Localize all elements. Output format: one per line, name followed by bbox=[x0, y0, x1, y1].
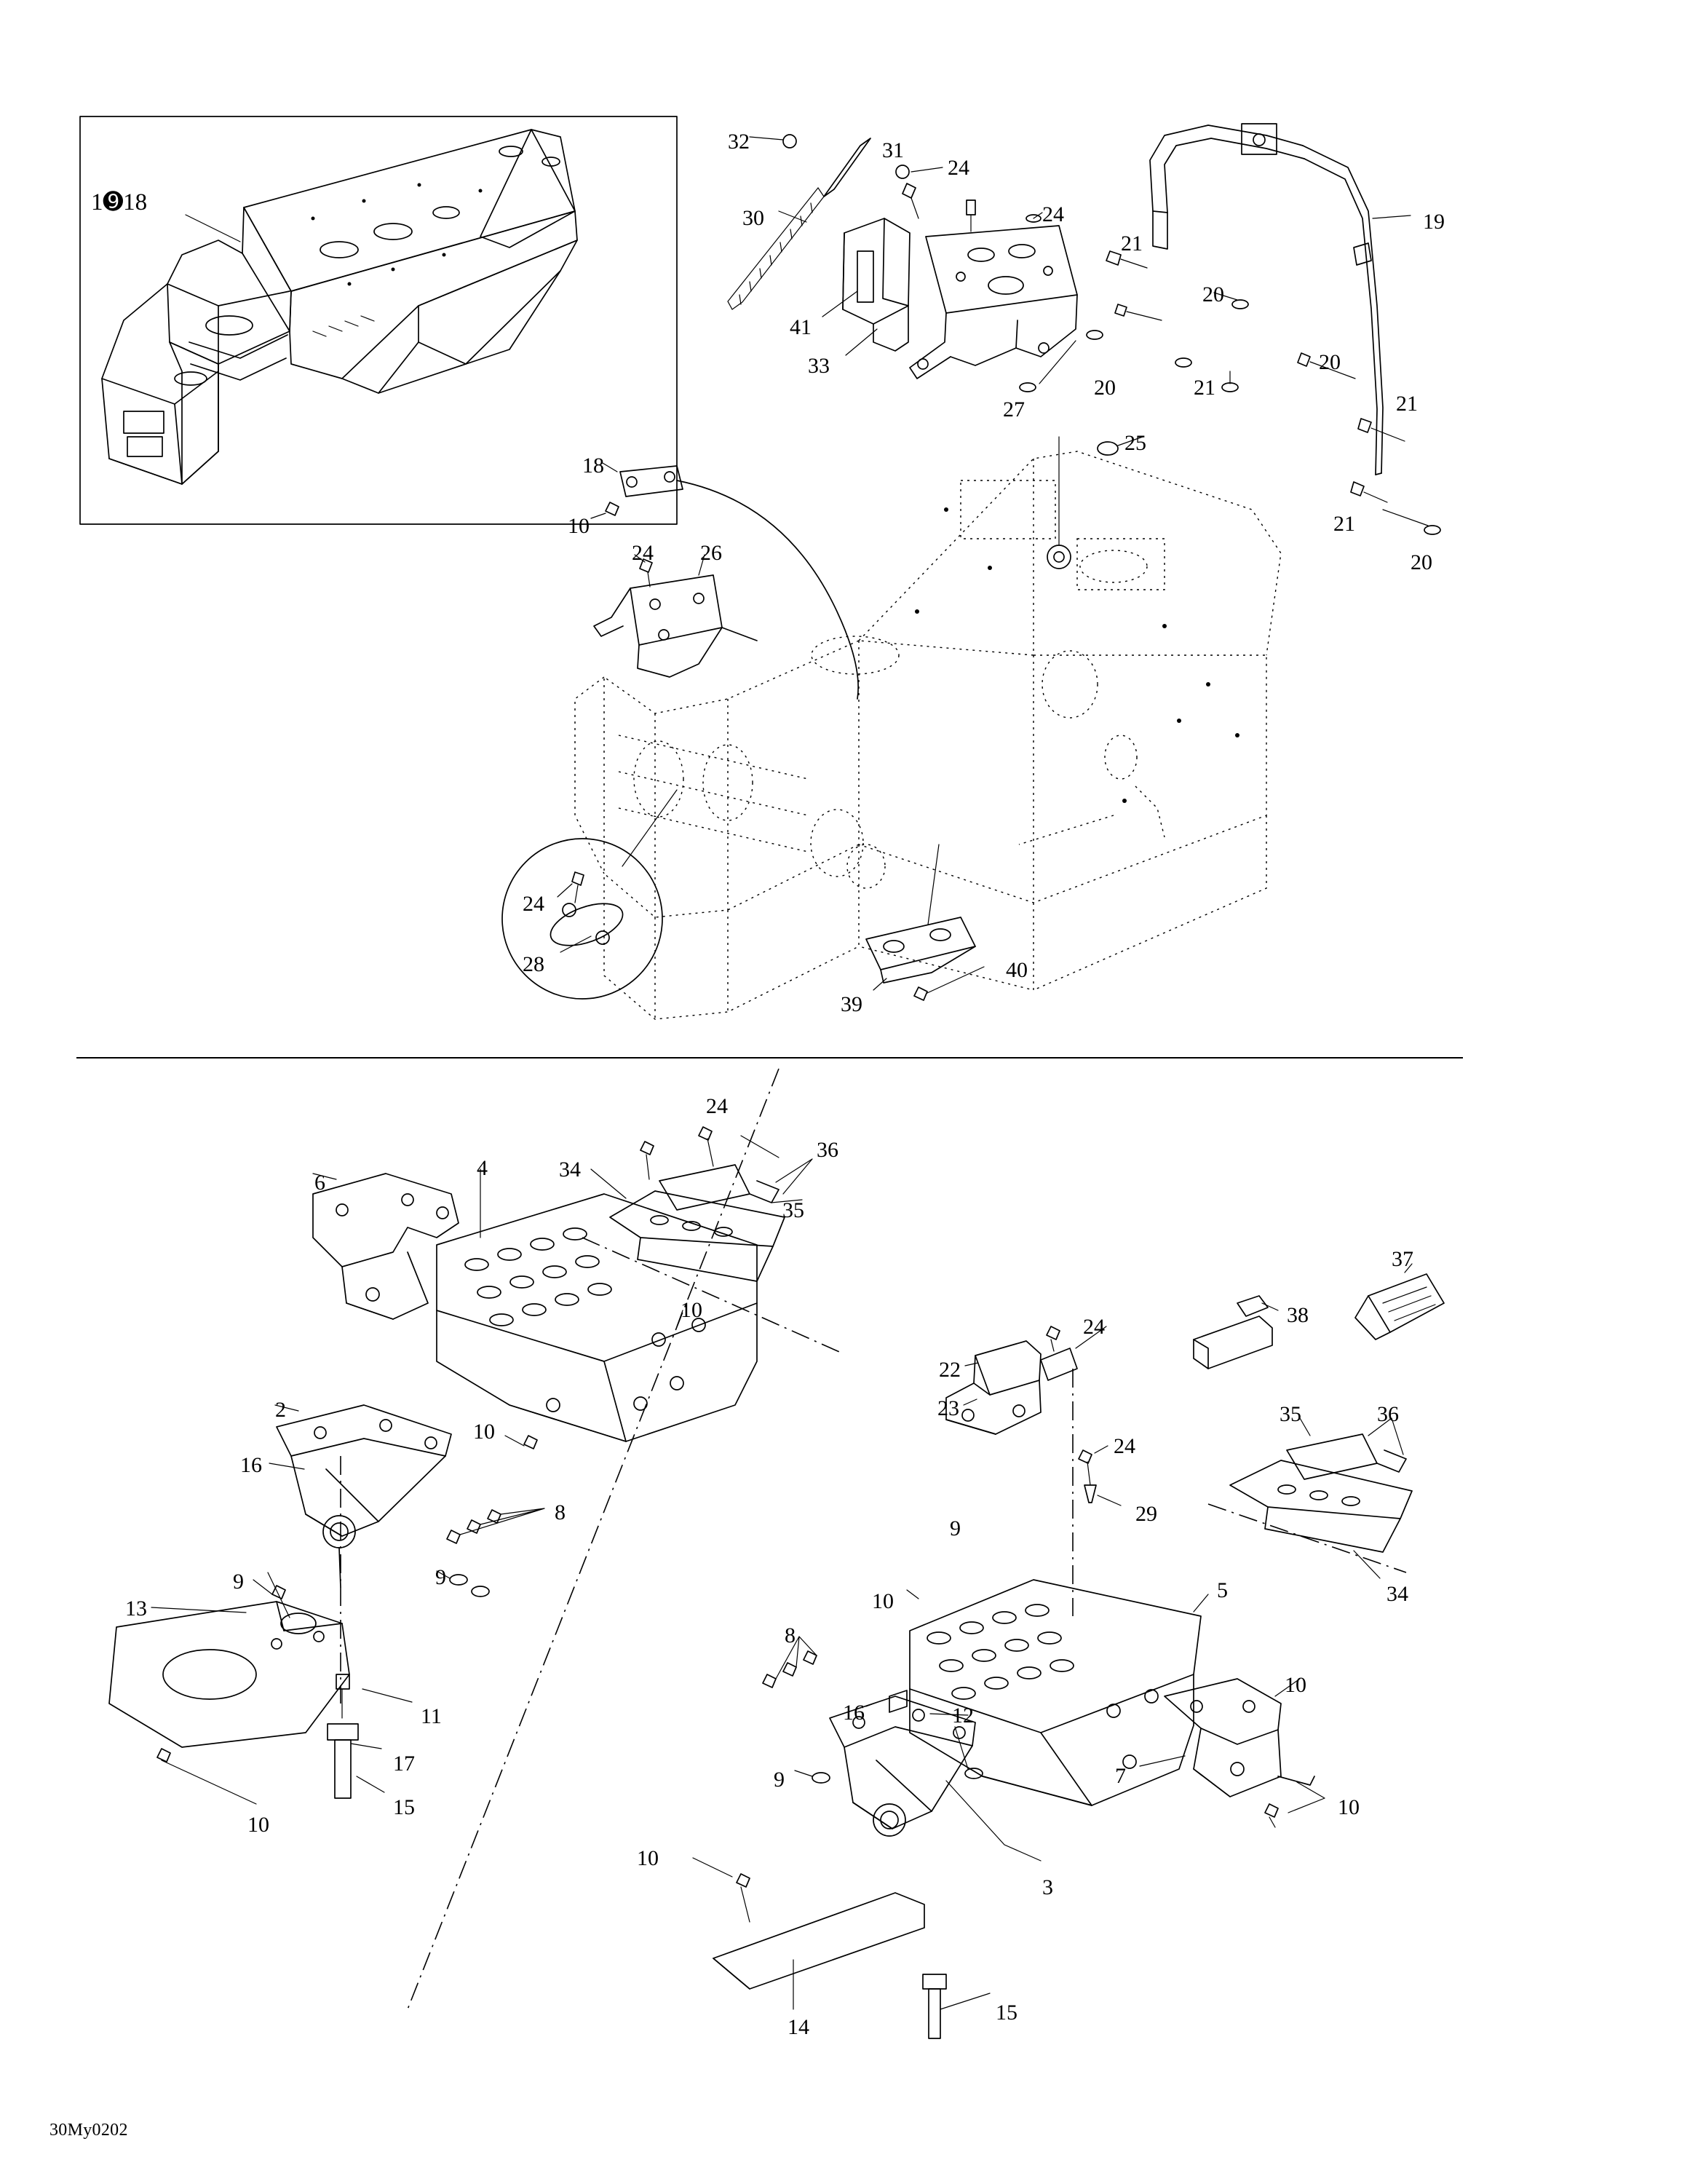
callout-21-d: 21 bbox=[1333, 512, 1355, 536]
part-34-rail-right bbox=[1208, 1418, 1412, 1578]
footer-code: 30My0202 bbox=[49, 2121, 128, 2140]
callout-12: 12 bbox=[952, 1704, 974, 1728]
callout-10-c: 10 bbox=[473, 1420, 495, 1444]
part-26-plate bbox=[594, 555, 757, 677]
chassis-outline bbox=[575, 437, 1281, 1019]
callout-24-c: 24 bbox=[632, 541, 654, 565]
part-3-arm-right bbox=[693, 1637, 1041, 2038]
callout-24-e: 24 bbox=[706, 1094, 728, 1118]
callout-14: 14 bbox=[788, 2015, 809, 2039]
part-39-40-bracket bbox=[866, 844, 984, 1000]
callout-24-a: 24 bbox=[948, 156, 969, 180]
callout-22: 22 bbox=[939, 1358, 961, 1382]
callout-41: 41 bbox=[790, 315, 812, 339]
callout-2: 2 bbox=[275, 1398, 286, 1422]
part-19-roll-bar bbox=[1106, 124, 1440, 534]
callout-24-f: 24 bbox=[1083, 1315, 1105, 1339]
callout-24-g: 24 bbox=[1114, 1434, 1135, 1458]
part-22-23-bracket bbox=[946, 1326, 1121, 1616]
callout-19: 19 bbox=[1423, 210, 1445, 234]
callout-28: 28 bbox=[523, 952, 544, 976]
callout-20-b: 20 bbox=[1094, 376, 1116, 400]
part-7-bracket-right bbox=[1140, 1679, 1325, 1827]
callout-5: 5 bbox=[1217, 1578, 1228, 1602]
callout-24-d: 24 bbox=[523, 892, 544, 916]
callout-34-a: 34 bbox=[559, 1158, 581, 1182]
callout-10-a: 10 bbox=[568, 514, 590, 538]
callout-13: 13 bbox=[125, 1597, 147, 1621]
section-divider-diagonal bbox=[408, 1069, 779, 2009]
part-4-running-board bbox=[437, 1169, 757, 1449]
part-5-running-board bbox=[907, 1580, 1208, 1805]
callout-34-b: 34 bbox=[1387, 1582, 1408, 1606]
callout-15-b: 15 bbox=[996, 2001, 1017, 2025]
callout-10-d: 10 bbox=[247, 1813, 269, 1837]
callout-39: 39 bbox=[841, 992, 862, 1016]
section-divider-horizontal bbox=[76, 1057, 1463, 1059]
callout-10-g: 10 bbox=[1338, 1795, 1360, 1819]
callout-26: 26 bbox=[700, 541, 722, 565]
callout-8-a: 8 bbox=[555, 1500, 566, 1524]
callout-16-b: 16 bbox=[843, 1701, 865, 1725]
callout-29: 29 bbox=[1135, 1502, 1157, 1526]
callout-9-a: 9 bbox=[233, 1570, 244, 1594]
part-30-31-strip bbox=[728, 135, 910, 355]
part-2-arm bbox=[269, 1405, 451, 1587]
callout-37: 37 bbox=[1392, 1247, 1413, 1271]
callout-20-d: 20 bbox=[1411, 550, 1432, 574]
callout-23: 23 bbox=[937, 1396, 959, 1420]
callout-20-c: 20 bbox=[1319, 350, 1341, 374]
callout-10-f: 10 bbox=[1285, 1673, 1306, 1697]
callout-24-b: 24 bbox=[1042, 202, 1064, 226]
callout-10-e: 10 bbox=[872, 1589, 894, 1613]
callout-18: 18 bbox=[582, 454, 604, 478]
callout-10-b: 10 bbox=[681, 1298, 702, 1322]
callout-32: 32 bbox=[728, 130, 750, 154]
callout-38: 38 bbox=[1287, 1303, 1309, 1327]
callout-4: 4 bbox=[477, 1156, 488, 1180]
callout-7: 7 bbox=[1115, 1764, 1126, 1788]
callout-21-c: 21 bbox=[1396, 392, 1418, 416]
part-38-part-37 bbox=[1194, 1264, 1444, 1369]
callout-8-b: 8 bbox=[785, 1623, 796, 1647]
callout-21-a: 21 bbox=[1121, 232, 1143, 256]
callout-35-a: 35 bbox=[782, 1198, 804, 1222]
callout-6: 6 bbox=[314, 1171, 325, 1195]
callout-27: 27 bbox=[1003, 397, 1025, 422]
callout-9-c: 9 bbox=[950, 1516, 961, 1540]
callout-9-b: 9 bbox=[435, 1565, 446, 1589]
callout-20-a: 20 bbox=[1202, 282, 1224, 306]
callout-17: 17 bbox=[393, 1752, 415, 1776]
callout-inset-1-18: 1➒18 bbox=[91, 189, 148, 215]
callout-15-a: 15 bbox=[393, 1795, 415, 1819]
callout-3: 3 bbox=[1042, 1875, 1053, 1899]
callout-35-b: 35 bbox=[1280, 1402, 1301, 1426]
callout-11: 11 bbox=[421, 1704, 442, 1728]
callout-25: 25 bbox=[1124, 431, 1146, 455]
callout-33: 33 bbox=[808, 354, 830, 378]
part-27-plate bbox=[896, 165, 1103, 392]
callout-21-b: 21 bbox=[1194, 376, 1215, 400]
callout-31: 31 bbox=[882, 138, 904, 162]
callout-10-h: 10 bbox=[637, 1846, 659, 1870]
callout-40: 40 bbox=[1006, 958, 1028, 982]
callout-36-a: 36 bbox=[817, 1138, 838, 1162]
fasteners-8-9-left bbox=[328, 1456, 544, 1798]
callout-30: 30 bbox=[742, 206, 764, 230]
callout-9-d: 9 bbox=[774, 1768, 785, 1792]
callout-36-b: 36 bbox=[1377, 1402, 1399, 1426]
callout-16-a: 16 bbox=[240, 1453, 262, 1477]
